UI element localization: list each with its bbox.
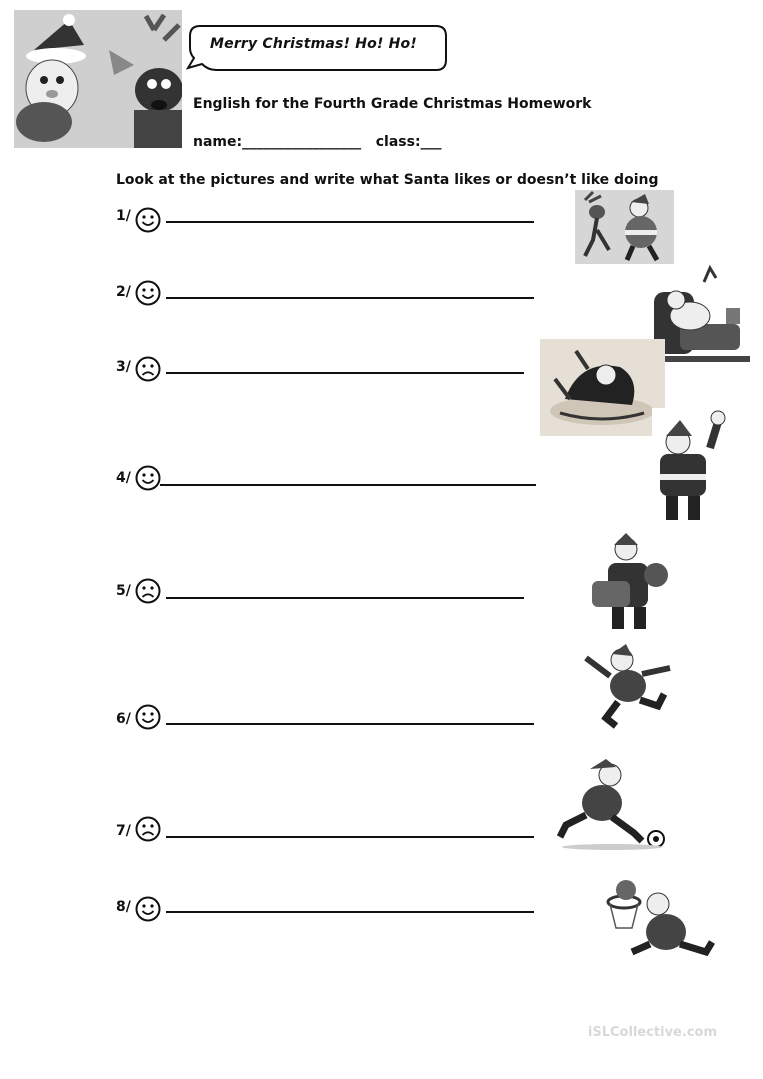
bubble-text: Merry Christmas! Ho! Ho! bbox=[210, 36, 417, 52]
santa-armchair-picture bbox=[650, 264, 750, 364]
answer-line[interactable] bbox=[166, 723, 534, 725]
smiley-icon bbox=[135, 704, 161, 730]
question-number: 4/ bbox=[116, 470, 131, 486]
smiley-icon bbox=[135, 207, 161, 233]
santa-reindeer-picture bbox=[14, 10, 182, 148]
answer-line[interactable] bbox=[166, 597, 524, 599]
worksheet-title: English for the Fourth Grade Christmas Homework bbox=[193, 96, 592, 112]
smiley-icon bbox=[135, 465, 161, 491]
santa-skating-picture bbox=[582, 642, 676, 734]
santa-gift-bag-picture bbox=[586, 533, 672, 633]
class-label: class: bbox=[375, 134, 421, 150]
answer-line[interactable] bbox=[166, 297, 534, 299]
watermark: iSLCollective.com bbox=[587, 1025, 717, 1040]
answer-line[interactable] bbox=[166, 221, 534, 223]
santa-dancing-picture bbox=[575, 190, 674, 264]
santa-football-picture bbox=[556, 755, 668, 851]
question-number: 7/ bbox=[116, 823, 131, 839]
question-number: 6/ bbox=[116, 711, 131, 727]
answer-line[interactable] bbox=[166, 836, 534, 838]
name-field[interactable]: _________________ bbox=[242, 134, 362, 150]
name-label: name: bbox=[193, 134, 243, 150]
frowny-icon bbox=[135, 578, 161, 604]
question-number: 3/ bbox=[116, 359, 131, 375]
name-class-row bbox=[193, 134, 442, 150]
answer-line[interactable] bbox=[166, 911, 534, 913]
question-number: 1/ bbox=[116, 208, 131, 224]
frowny-icon bbox=[135, 356, 161, 382]
santa-basketball-picture bbox=[606, 878, 718, 966]
answer-line[interactable] bbox=[166, 372, 524, 374]
question-number: 5/ bbox=[116, 583, 131, 599]
smiley-icon bbox=[135, 280, 161, 306]
question-number: 2/ bbox=[116, 284, 131, 300]
smiley-icon bbox=[135, 896, 161, 922]
santa-sleigh-picture bbox=[540, 339, 665, 436]
frowny-icon bbox=[135, 816, 161, 842]
question-number: 8/ bbox=[116, 899, 131, 915]
santa-waving-picture bbox=[652, 408, 734, 524]
answer-line[interactable] bbox=[160, 484, 536, 486]
class-field[interactable]: ___ bbox=[420, 134, 442, 150]
instructions: Look at the pictures and write what Santa likes or doesn’t like doing bbox=[116, 172, 659, 188]
